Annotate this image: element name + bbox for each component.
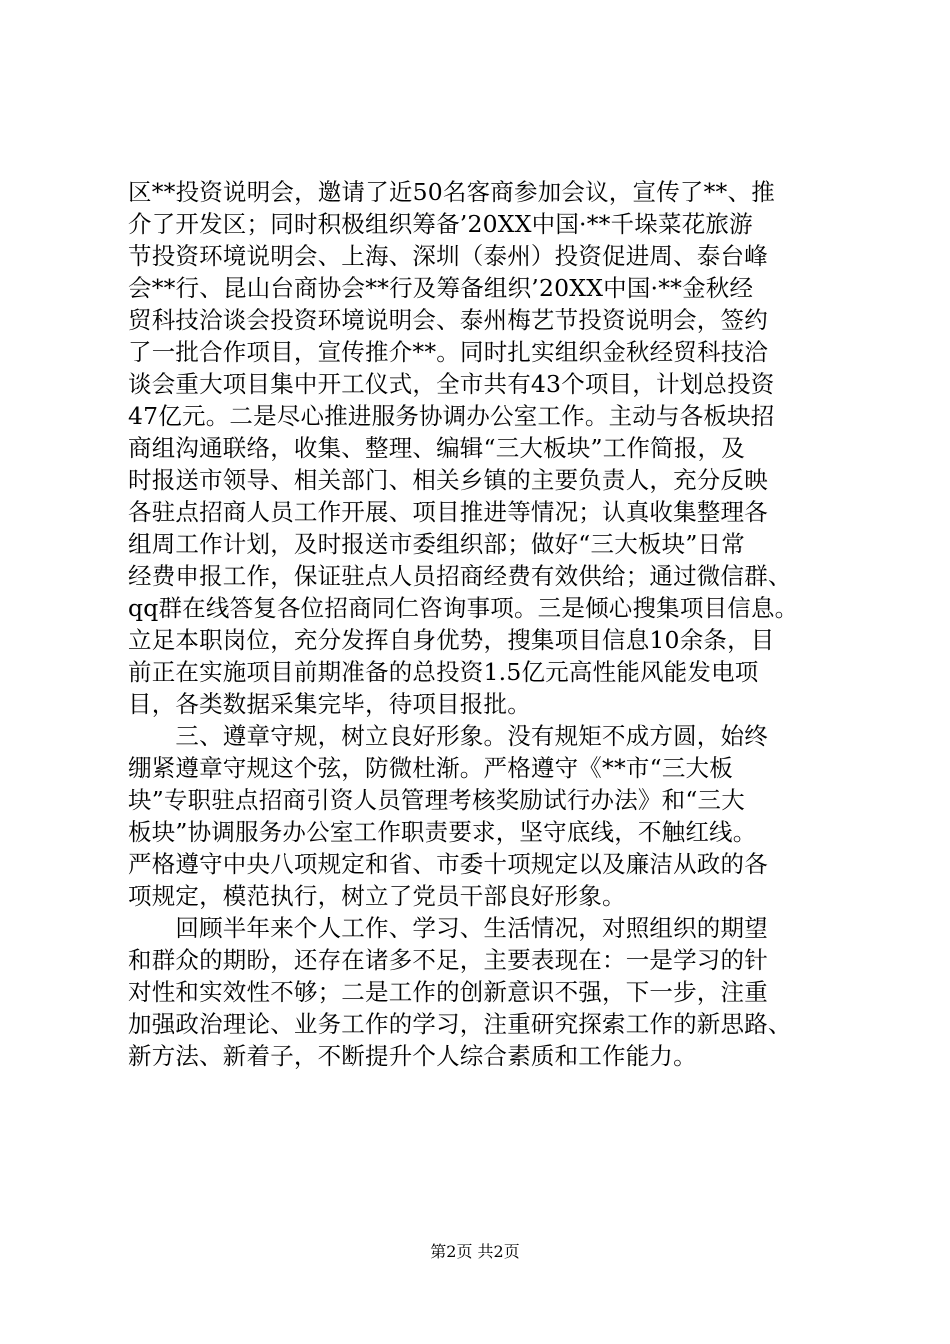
text-line: 前正在实施项目前期准备的总投资1.5亿元高性能风能发电项 bbox=[128, 658, 759, 686]
text-line: 板块”协调服务办公室工作职责要求，坚守底线，不触红线。 bbox=[128, 818, 757, 846]
page-number-label: 第2页 共2页 bbox=[430, 1242, 520, 1261]
text-line: 时报送市领导、相关部门、相关乡镇的主要负责人，充分反映 bbox=[128, 466, 768, 494]
text-line: 新方法、新着子，不断提升个人综合素质和工作能力。 bbox=[128, 1042, 697, 1070]
text-line: 回顾半年来个人工作、学习、生活情况，对照组织的期望 bbox=[128, 914, 768, 942]
text-line: 了一批合作项目，宣传推介**。同时扎实组织金秋经贸科技洽 bbox=[128, 338, 769, 366]
text-line: 对性和实效性不够；二是工作的创新意识不强，下一步，注重 bbox=[128, 978, 768, 1006]
text-line: qq群在线答复各位招商同仁咨询事项。三是倾心搜集项目信息。 bbox=[128, 594, 799, 622]
page-footer bbox=[0, 1242, 950, 1262]
text-line: 各驻点招商人员工作开展、项目推进等情况；认真收集整理各 bbox=[128, 498, 768, 526]
text-line: 加强政治理论、业务工作的学习，注重研究探索工作的新思路、 bbox=[128, 1010, 792, 1038]
text-line: 立足本职岗位，充分发挥自身优势，搜集项目信息10余条，目 bbox=[128, 626, 775, 654]
text-line: 三、遵章守规，树立良好形象。没有规矩不成方圆，始终 bbox=[128, 722, 768, 750]
text-line: 严格遵守中央八项规定和省、市委十项规定以及廉洁从政的各 bbox=[128, 850, 768, 878]
text-line: 目，各类数据采集完毕，待项目报批。 bbox=[128, 690, 531, 718]
text-line: 经费申报工作，保证驻点人员招商经费有效供给；通过微信群、 bbox=[128, 562, 792, 590]
text-line: 贸科技洽谈会投资环境说明会、泰州梅艺节投资说明会，签约 bbox=[128, 306, 768, 334]
text-line: 和群众的期盼，还存在诸多不足，主要表现在：一是学习的针 bbox=[128, 946, 768, 974]
text-line: 块”专职驻点招商引资人员管理考核奖励试行办法》和“三大 bbox=[128, 786, 745, 814]
text-line: 谈会重大项目集中开工仪式，全市共有43个项目，计划总投资 bbox=[128, 370, 775, 398]
text-line: 介了开发区；同时积极组织筹备’20XX中国·**千垛菜花旅游 bbox=[128, 210, 753, 238]
text-line: 商组沟通联络，收集、整理、编辑“三大板块”工作简报，及 bbox=[128, 434, 745, 462]
text-line: 项规定，模范执行，树立了党员干部良好形象。 bbox=[128, 882, 626, 910]
text-line: 区**投资说明会，邀请了近50名客商参加会议，宣传了**、推 bbox=[128, 178, 775, 206]
text-line: 会**行、昆山台商协会**行及筹备组织’20XX中国·**金秋经 bbox=[128, 274, 754, 302]
text-line: 节投资环境说明会、上海、深圳（泰州）投资促进周、泰台峰 bbox=[128, 242, 768, 270]
text-line: 组周工作计划，及时报送市委组织部；做好“三大板块”日常 bbox=[128, 530, 745, 558]
body-text bbox=[128, 176, 828, 1072]
text-line: 绷紧遵章守规这个弦，防微杜渐。严格遵守《**市“三大板 bbox=[128, 754, 733, 782]
text-line: 47亿元。二是尽心推进服务协调办公室工作。主动与各板块招 bbox=[128, 402, 775, 430]
